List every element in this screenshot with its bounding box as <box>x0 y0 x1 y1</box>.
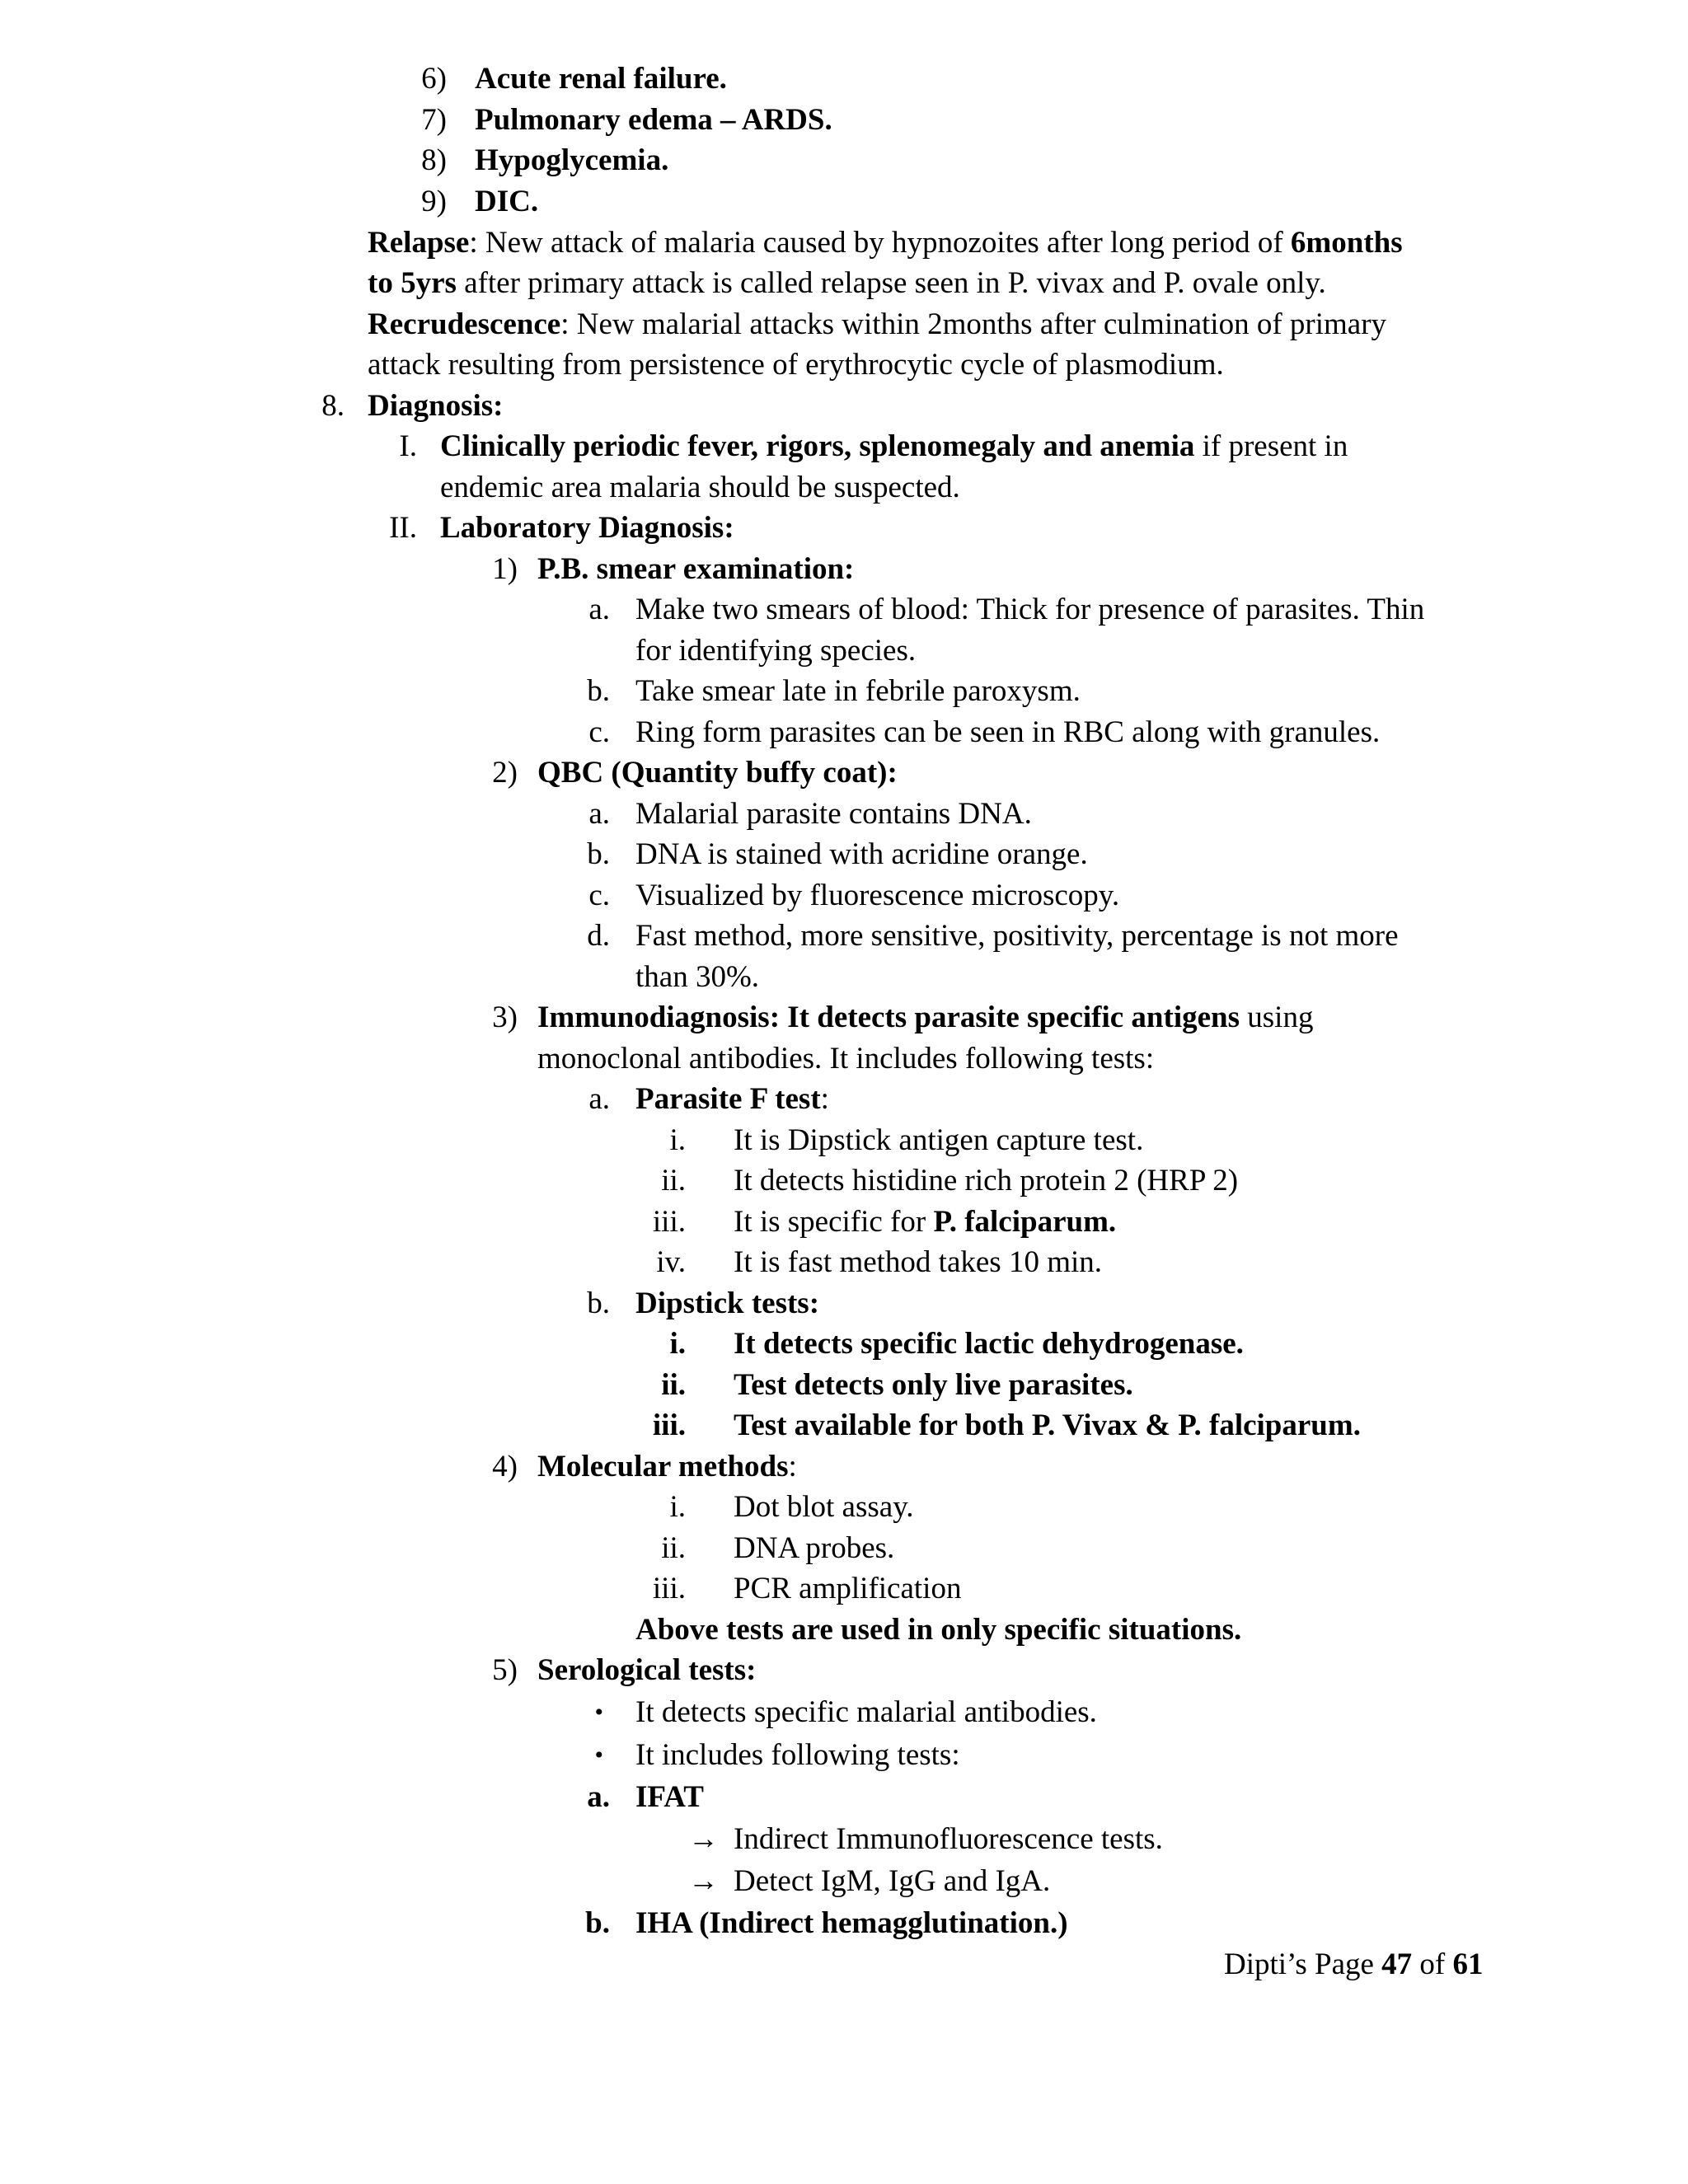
list-item: Pulmonary edema – ARDS. <box>475 103 832 137</box>
list-item: Detect IgM, IgG and IgA. <box>734 1864 1051 1898</box>
roman-numeral: II. <box>389 511 417 545</box>
immuno-line: monoclonal antibodies. It includes following tests: <box>537 1042 1155 1076</box>
footer-of: of <box>1412 1947 1453 1981</box>
list-item: Take smear late in febrile paroxysm. <box>635 674 1081 708</box>
roman-marker: iii. <box>652 1408 686 1442</box>
bullet-icon: • <box>594 1699 603 1726</box>
list-item <box>734 1202 1116 1242</box>
list-number: 8) <box>421 143 447 177</box>
immuno-text: using <box>1240 1001 1314 1034</box>
list-item: DNA is stained with acridine orange. <box>635 837 1088 871</box>
footer-prefix: Dipti’s Page <box>1224 1947 1382 1981</box>
arrow-right-icon: → <box>688 1822 719 1856</box>
molecular-title: Molecular methods <box>537 1450 789 1483</box>
roman-marker: ii. <box>661 1531 686 1565</box>
list-item: Malarial parasite contains DNA. <box>635 797 1032 831</box>
list-letter: b. <box>587 1286 610 1320</box>
test-heading: QBC (Quantity buffy coat): <box>537 756 898 790</box>
roman-marker: iii. <box>652 1572 686 1605</box>
list-item: It detects specific lactic dehydrogenase. <box>734 1327 1244 1361</box>
roman-marker: i. <box>669 1327 686 1361</box>
list-letter: b. <box>587 837 610 871</box>
list-letter: b. <box>585 1906 610 1940</box>
list-item: DNA probes. <box>734 1531 895 1565</box>
list-letter: a. <box>588 593 610 626</box>
list-item: Dot blot assay. <box>734 1490 914 1524</box>
list-letter: c. <box>588 715 610 749</box>
test-heading: Serological tests: <box>537 1653 757 1687</box>
clinical-line <box>440 427 1348 466</box>
test-heading <box>537 1447 797 1487</box>
relapse-paragraph-line <box>368 223 1403 263</box>
immuno-heading: Immunodiagnosis: It detects parasite specific antigens <box>537 1001 1240 1034</box>
list-item-continuation: than 30%. <box>635 960 760 994</box>
relapse-period: to 5yrs <box>368 266 457 300</box>
test-heading <box>635 1080 829 1119</box>
list-number: 6) <box>421 62 447 96</box>
bullet-icon: • <box>594 1741 603 1769</box>
colon: : <box>788 1450 797 1483</box>
list-item: Visualized by fluorescence microscopy. <box>635 879 1120 912</box>
list-item: Test available for both P. Vivax & P. falciparum. <box>734 1408 1361 1442</box>
page-footer <box>1224 1945 1484 1985</box>
subsection-heading: Laboratory Diagnosis: <box>440 511 734 545</box>
list-number: 9) <box>421 185 447 218</box>
immuno-line <box>537 998 1313 1038</box>
list-item: PCR amplification <box>734 1572 962 1605</box>
recrudescence-term: Recrudescence <box>368 307 561 341</box>
roman-marker: i. <box>669 1490 686 1524</box>
list-number: 5) <box>492 1653 518 1687</box>
roman-marker: ii. <box>661 1368 686 1402</box>
list-item: Hypoglycemia. <box>475 143 669 177</box>
roman-marker: i. <box>669 1123 686 1157</box>
list-letter: c. <box>588 879 610 912</box>
relapse-text: : New attack of malaria caused by hypnozoites after long period of <box>469 226 1291 260</box>
species-name: P. falciparum. <box>933 1205 1117 1239</box>
list-item: It is fast method takes 10 min. <box>734 1245 1103 1279</box>
clinical-line: endemic area malaria should be suspected. <box>440 471 960 504</box>
colon: : <box>820 1082 829 1116</box>
roman-marker: iv. <box>656 1245 686 1279</box>
test-heading: P.B. smear examination: <box>537 552 855 586</box>
list-item: It is Dipstick antigen capture test. <box>734 1123 1144 1157</box>
parasite-f-title: Parasite F test <box>635 1082 821 1116</box>
list-number: 4) <box>492 1450 518 1483</box>
relapse-paragraph-line <box>368 264 1326 303</box>
list-item-text: It is specific for <box>734 1205 934 1239</box>
relapse-text: after primary attack is called relapse seen in P. vivax and P. ovale only. <box>456 266 1326 300</box>
molecular-note: Above tests are used in only specific situations. <box>635 1613 1242 1647</box>
list-item: DIC. <box>475 185 539 218</box>
list-item: Ring form parasites can be seen in RBC along with granules. <box>635 715 1381 749</box>
list-item: Test detects only live parasites. <box>734 1368 1133 1402</box>
list-letter: b. <box>587 674 610 708</box>
list-letter: a. <box>587 1780 610 1814</box>
list-item: It detects specific malarial antibodies. <box>635 1695 1097 1729</box>
list-item: It detects histidine rich protein 2 (HRP 2) <box>734 1164 1239 1197</box>
test-heading: IHA (Indirect hemagglutination.) <box>635 1906 1068 1940</box>
roman-numeral: I. <box>399 429 417 463</box>
list-number: 1) <box>492 552 518 586</box>
list-letter: a. <box>588 797 610 831</box>
section-heading: Diagnosis: <box>368 389 504 423</box>
list-number: 7) <box>421 103 447 137</box>
arrow-right-icon: → <box>688 1864 719 1898</box>
clinical-text: if present in <box>1194 429 1348 463</box>
list-item: Fast method, more sensitive, positivity, percentage is not more <box>635 919 1399 953</box>
page-total: 61 <box>1452 1947 1484 1981</box>
clinical-signs: Clinically periodic fever, rigors, splenomegaly and anemia <box>440 429 1195 463</box>
list-item-continuation: for identifying species. <box>635 634 917 668</box>
list-number: 3) <box>492 1001 518 1034</box>
list-letter: d. <box>587 919 610 953</box>
recrudescence-text: : New malarial attacks within 2months after culmination of primary <box>560 307 1387 341</box>
list-item: It includes following tests: <box>635 1738 960 1772</box>
page-number: 47 <box>1381 1947 1413 1981</box>
list-number: 2) <box>492 756 518 790</box>
section-number: 8. <box>321 389 345 423</box>
list-item: Indirect Immunofluorescence tests. <box>734 1822 1163 1856</box>
list-item: Make two smears of blood: Thick for presence of parasites. Thin <box>635 593 1425 626</box>
list-letter: a. <box>588 1082 610 1116</box>
test-heading: Dipstick tests: <box>635 1286 820 1320</box>
recrudescence-paragraph-line <box>368 305 1386 344</box>
list-item: Acute renal failure. <box>475 62 727 96</box>
test-heading: IFAT <box>635 1780 704 1814</box>
roman-marker: ii. <box>661 1164 686 1197</box>
roman-marker: iii. <box>652 1205 686 1239</box>
relapse-term: Relapse <box>368 226 470 260</box>
relapse-period: 6months <box>1290 226 1403 260</box>
recrudescence-paragraph-line: attack resulting from persistence of erythrocytic cycle of plasmodium. <box>368 348 1224 382</box>
